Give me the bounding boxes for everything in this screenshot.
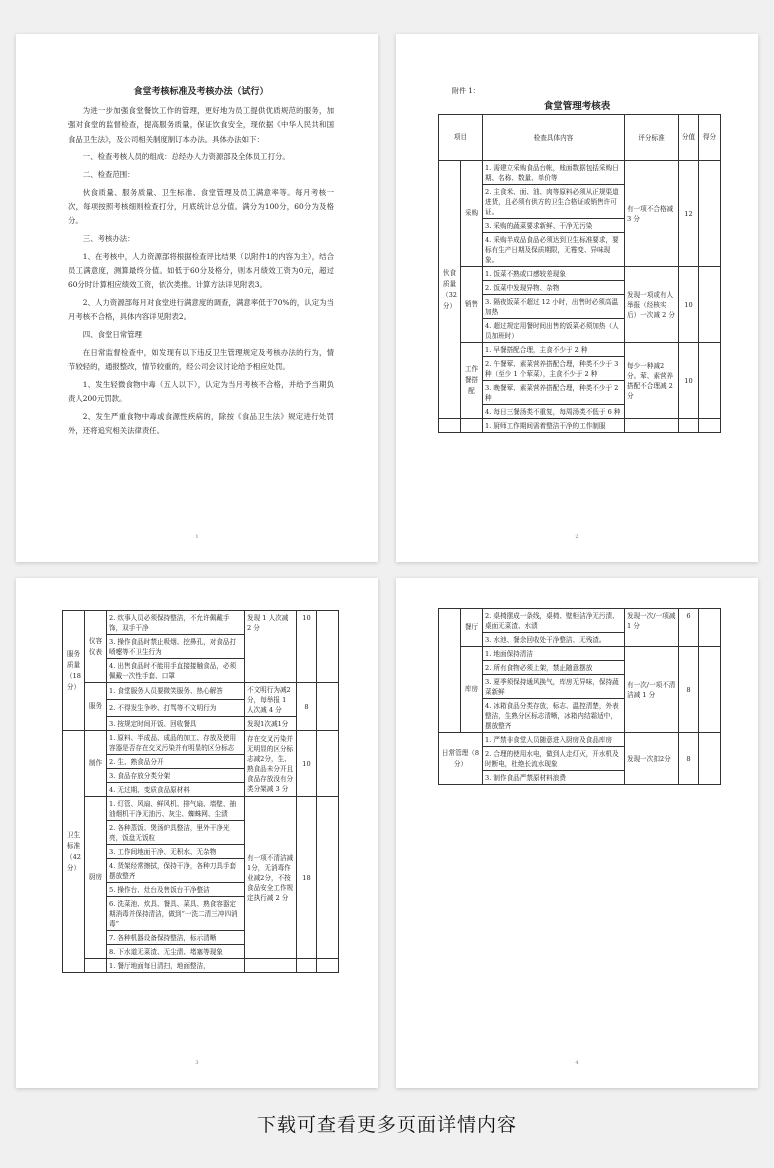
criteria-cell: 不文明行为减2分，每举报 1 人次减 4 分: [245, 683, 297, 717]
score-cell[interactable]: [699, 647, 721, 733]
table-cell: 1. 食堂服务人员要微笑服务、热心解答: [107, 683, 245, 700]
score-cell[interactable]: [699, 267, 721, 343]
paragraph: 1、在考核中，人力资源部将根据检查评比结果（以附件1的内容为主），结合员工满意度，测算最终分值。如低于60分及格分，则本月绩效工资为0元，超过60分时计算相应绩效工资，依次类推。计算方法详见附表3。: [68, 251, 334, 290]
sub-service: 服务: [85, 683, 107, 731]
header-content: 检查具体内容: [483, 115, 625, 161]
document-page-4: [396, 578, 758, 1088]
score-cell[interactable]: [317, 683, 339, 731]
category-daily-management: 日常管理（8分）: [439, 733, 483, 785]
table-cell: 7. 各种机器设备保持整洁，标示清晰: [107, 931, 245, 945]
category-food-quality: 伙食质量（32分）: [439, 161, 461, 419]
table-cell: 3. 水池、餐余回收处干净整洁、无残渣。: [483, 633, 625, 647]
criteria-cell: 每少一种减2分。荤、素营养搭配不合理减 2 分: [625, 343, 679, 419]
points-cell: 12: [679, 161, 699, 267]
table-cell: 1. 餐厅地面每日清扫，地面整洁，: [107, 959, 245, 973]
table-cell: 4. 冰箱食品分类存放，标志、温控清楚，外表整洁，生熟分区标志清晰，冰箱内结霜适中，摆放整齐: [483, 699, 625, 733]
header-criteria: 评分标准: [625, 115, 679, 161]
table-cell: 1. 早餐搭配合理，主食不少于 2 种: [483, 343, 625, 357]
table-cell: 1. 灯管、风扇、鲜风机、排气扇、墙壁、抽油烟机干净无油污、灰尘、蜘蛛网、尘渍: [107, 797, 245, 821]
table-cell: [245, 959, 297, 973]
table-cell: 2. 炊事人员必须保持整洁，不允许佩戴手饰，双手干净: [107, 611, 245, 635]
page-number: 4: [575, 1060, 579, 1066]
table-title: 食堂管理考核表: [543, 101, 611, 112]
page-number: 3: [195, 1060, 199, 1066]
table-cell: 5. 操作台、灶台及售饭台干净整洁: [107, 883, 245, 897]
table-cell: [461, 419, 483, 433]
table-cell: 4. 出售食品时不能用手直接接触食品，必须佩戴一次性手套、口罩: [107, 659, 245, 683]
table-cell: [297, 959, 317, 973]
page-title: 食堂考核标准及考核办法（试行）: [133, 87, 269, 97]
attachment-label: 附件 1：: [452, 87, 480, 95]
table-cell: 1. 严禁非食堂人员随意进入厨房及食品库房: [483, 733, 625, 747]
table-cell: 2. 不得发生争吵、打骂等不文明行为: [107, 700, 245, 717]
table-cell: 1. 地面保持清洁: [483, 647, 625, 661]
score-cell[interactable]: [699, 609, 721, 647]
assessment-table: [438, 114, 721, 433]
paragraph: 一、检查考核人员的组成：总经办人力资源部及全体员工打分。: [82, 152, 290, 162]
sub-meal-combination: 工作餐搭配: [461, 343, 483, 419]
table-cell: 4. 采购半成品食品必须达到卫生标准要求，要标有生产日期及保质期限，无霉变、异味现象。: [483, 233, 625, 267]
table-cell: 3. 按规定时间开饭、回收餐具: [107, 717, 245, 731]
assessment-table-continued: [438, 608, 721, 785]
paragraph: 2、发生严重食物中毒或食源性疾病的，除按《食品卫生法》规定进行处罚外，还将追究相关法律责任。: [68, 411, 334, 435]
table-cell: 3. 制作食品严禁原材料浪费: [483, 771, 625, 785]
category-service-quality: 服务质量（18分）: [63, 611, 85, 731]
table-cell: 4. 每日三餐汤类不重复，每周汤类不低于 6 种: [483, 405, 625, 419]
score-cell[interactable]: [699, 419, 721, 433]
criteria-cell: 发现 1 人次减 2 分: [245, 611, 297, 683]
paragraph: 为进一步加强食堂餐饮工作的管理，更好地为员工提供优质规范的服务，加强对食堂的监督检查，提高服务质量，保证饮食安全，现依据《中华人民共和国食品卫生法》，及公司相关制度制订本办法。具体办法如下：: [68, 106, 334, 144]
sub-preparation: 制作: [85, 731, 107, 797]
score-cell[interactable]: [317, 797, 339, 959]
sub-appearance: 仪容仪表: [85, 611, 107, 683]
table-cell: [625, 419, 679, 433]
points-cell: 8: [679, 647, 699, 733]
table-cell: 2. 主食米、面、油、肉等原料必须从正规渠道进货，且必须有供方的卫生合格证或销售许可证。: [483, 185, 625, 219]
criteria-cell: 发现1次减1分: [245, 717, 297, 731]
points-cell: 8: [679, 733, 699, 785]
table-cell: 1. 饭菜不熟或口感较差现象: [483, 267, 625, 281]
score-cell[interactable]: [317, 959, 339, 973]
table-cell: 3. 晚餐荤、素菜营养搭配合理，种类不少于 2 种: [483, 381, 625, 405]
table-cell: 3. 采购的蔬菜要求新鲜、干净无污染: [483, 219, 625, 233]
points-cell: 10: [679, 267, 699, 343]
points-cell: 10: [297, 611, 317, 683]
criteria-cell: 发现一次扣2分: [625, 733, 679, 785]
header-score: 得分: [699, 115, 721, 161]
page-number: 1: [195, 534, 199, 540]
page-number: 2: [575, 534, 579, 540]
table-cell: 2. 所有食物必须上架，禁止随意摆放: [483, 661, 625, 675]
criteria-cell: 发现一项或有人举报（经核实后）一次减 2 分: [625, 267, 679, 343]
table-cell: 8. 下水道无菜渣、无尘渍、堵塞等现象: [107, 945, 245, 959]
table-cell: 2. 桌椅摆成一条线，桌椅、壁柜洁净无污渍、桌面无菜渣、水渍: [483, 609, 625, 633]
paragraph: 二、检查范围：: [82, 170, 135, 179]
criteria-cell: 发现一次/一项减 1 分: [625, 609, 679, 647]
points-cell: 6: [679, 609, 699, 647]
table-cell: 4. 超过规定用餐时间出售的饭菜必须加热（人员加班时）: [483, 319, 625, 343]
score-cell[interactable]: [317, 731, 339, 797]
table-cell: 1. 厨师工作期间需着整洁干净的工作制服: [483, 419, 625, 433]
table-cell: 3. 隔夜饭菜不超过 12 小时，出售时必须高温加热: [483, 295, 625, 319]
document-page-3: [16, 578, 378, 1088]
points-cell: 10: [297, 731, 317, 797]
table-cell: 4. 货架经常擦拭，保持干净，各种刀具手套摆放整齐: [107, 859, 245, 883]
header-item: 项目: [439, 115, 483, 161]
points-cell: 18: [297, 797, 317, 959]
sub-kitchen: 厨房: [85, 797, 107, 959]
score-cell[interactable]: [699, 343, 721, 419]
paragraph: 四、食堂日常管理: [82, 330, 142, 339]
download-caption[interactable]: 下载可查看更多页面详情内容: [256, 1114, 517, 1136]
paragraph: 2、人力资源部每月对食堂进行满意度的调查，满意率低于70%的，认定为当月考核不合格，具体内容详见附表2。: [68, 298, 334, 322]
table-cell: 1. 需建立采购食品台帐，账面数据包括采购日期、名称、数量、单价等: [483, 161, 625, 185]
document-page-1: [16, 34, 378, 562]
paragraph: 1、发生轻微食物中毒（五人以下），认定为当月考核不合格，并给予当期负责人200元罚款。: [68, 379, 334, 403]
sub-storeroom: 库房: [461, 647, 483, 733]
table-cell: [679, 419, 699, 433]
paragraph: 三、考核办法：: [82, 234, 135, 243]
table-cell: 3. 夏季须保持通风换气，库房无异味，保持蔬菜新鲜: [483, 675, 625, 699]
table-cell: [85, 959, 107, 973]
paragraph: 在日常监督检查中，如发现有以下违反卫生管理规定及考核办法的行为，情节较轻的，通报整改，情节较重的，经公司会议讨论给予相应处罚。: [68, 347, 334, 371]
table-cell: 2. 各种蒸饭、煲汤炉具整洁，里外干净光亮，饭盘无饭粒: [107, 821, 245, 845]
assessment-table-continued: [62, 610, 339, 973]
table-cell: 3. 食品存放分类分架: [107, 769, 245, 783]
criteria-cell: 有一项不清洁减1分，无消毒作业减2分，不按食品安全工作规定执行减 2 分: [245, 797, 297, 959]
score-cell[interactable]: [699, 733, 721, 785]
document-page-2: [396, 34, 758, 562]
table-cell: 3. 工作间地面干净、无积水、无杂物: [107, 845, 245, 859]
table-cell: 4. 无过期、变质食品原材料: [107, 783, 245, 797]
criteria-cell: 有一项不合格减 3 分: [625, 161, 679, 267]
sub-procurement: 采购: [461, 161, 483, 267]
paragraph: 伙食质量、服务质量、卫生标准、食堂管理及员工满意率等。每月考核一次，每项按照考核细则检查打分，月底统计总分值。满分为100分，60分为及格分。: [68, 187, 334, 226]
points-cell: 8: [297, 683, 317, 731]
criteria-cell: 有一次/一项不清洁减 1 分: [625, 647, 679, 733]
table-cell: 2. 生、熟食品分开: [107, 755, 245, 769]
score-cell[interactable]: [699, 161, 721, 267]
table-cell: 6. 洗菜池、炊具、餐具、菜具、熟食容器定期消毒并保持清洁，做到“一洗二清三冲四消毒”: [107, 897, 245, 931]
table-cell: 1. 原料、半成品、成品的加工、存放及使用容器是否存在交叉污染并有明显的区分标志: [107, 731, 245, 755]
criteria-cell: 存在交叉污染并无明显的区分标志减2分，生、熟食品未分开且食品存放没有分类分架减 3 分: [245, 731, 297, 797]
header-points: 分值: [679, 115, 699, 161]
score-cell[interactable]: [317, 611, 339, 683]
category-cell: [439, 609, 461, 733]
table-cell: 2. 饭菜中发现异物、杂物: [483, 281, 625, 295]
table-cell: [439, 419, 461, 433]
points-cell: 10: [679, 343, 699, 419]
category-hygiene: 卫生标准（42分）: [63, 731, 85, 973]
sub-dining-hall: 餐厅: [461, 609, 483, 647]
sub-sales: 销售: [461, 267, 483, 343]
table-cell: 3. 操作食品时禁止吸烟、挖鼻孔，对食品打喷嚏等不卫生行为: [107, 635, 245, 659]
table-cell: 2. 合理的使用水电，做到人走灯灭，开水机及时断电，杜绝长流水现象: [483, 747, 625, 771]
table-cell: 2. 午餐荤、素菜营养搭配合理，种类不少于 3 种（至少 1 个荤菜），主食不少于 2 种: [483, 357, 625, 381]
